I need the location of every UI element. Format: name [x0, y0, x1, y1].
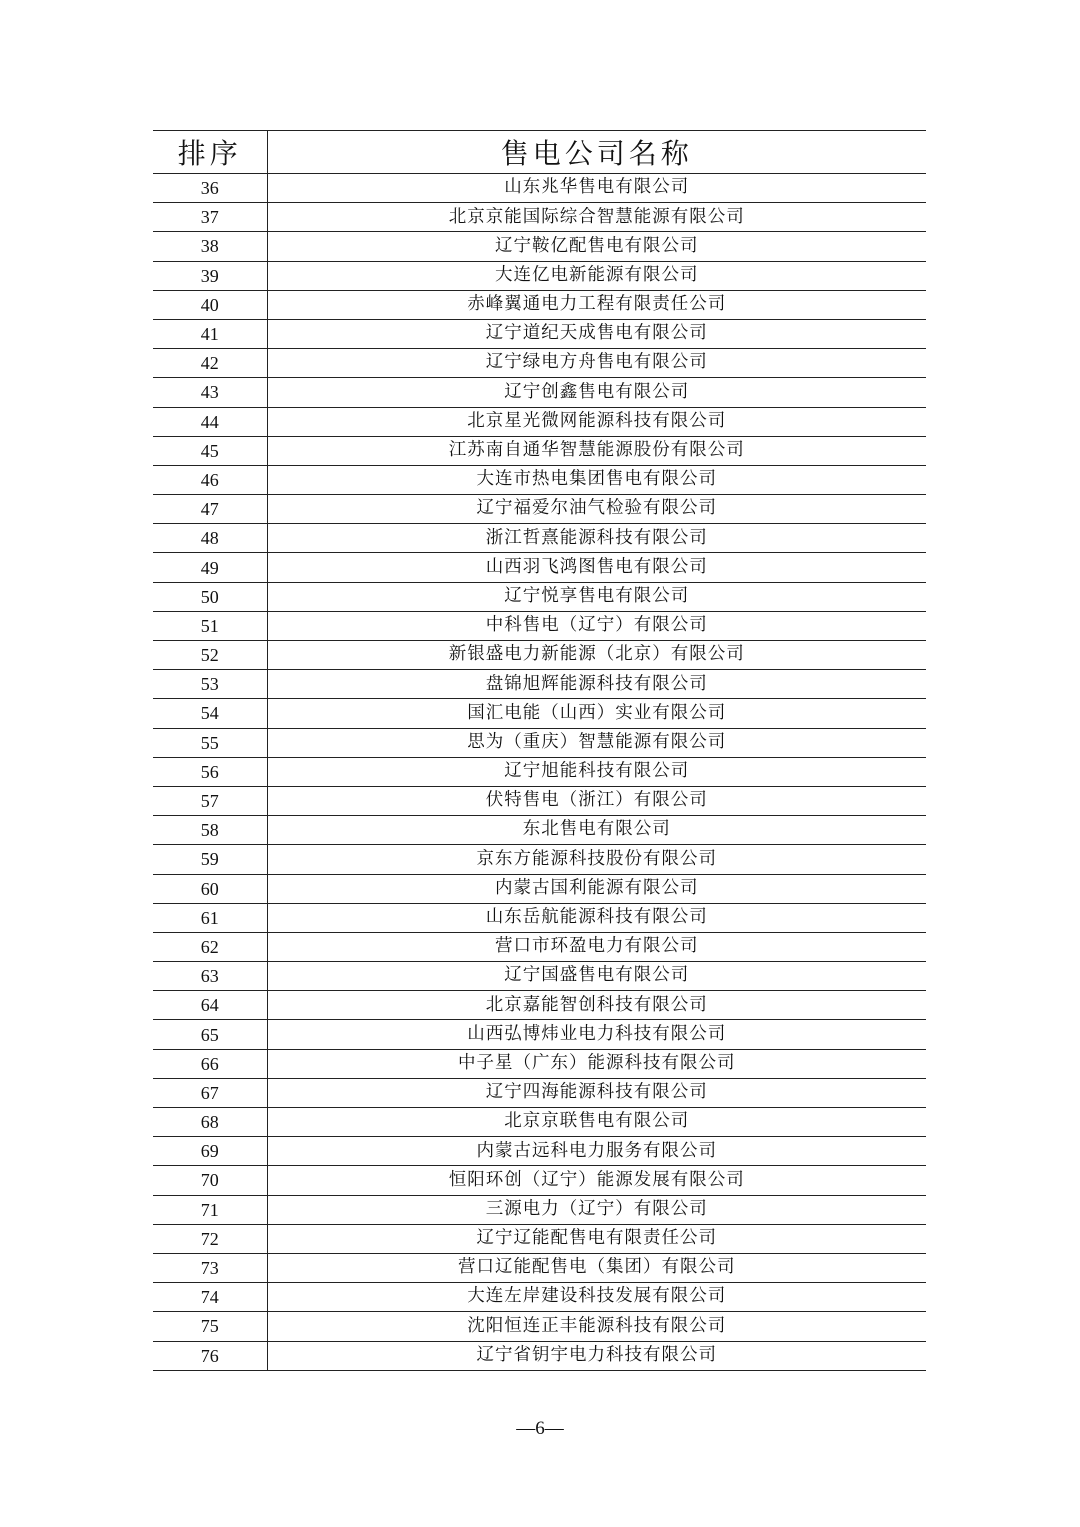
rank-cell: 45 — [153, 436, 267, 465]
table-row — [153, 932, 926, 961]
table-row — [153, 407, 926, 436]
company-name-cell: 营口市环盈电力有限公司 — [267, 932, 926, 961]
rank-cell: 71 — [153, 1195, 267, 1224]
table-row — [153, 319, 926, 348]
company-name-cell: 辽宁绿电方舟售电有限公司 — [267, 349, 926, 378]
rank-cell: 63 — [153, 962, 267, 991]
header-company-name: 售电公司名称 — [267, 131, 926, 174]
table-row — [153, 1341, 926, 1370]
table-row — [153, 1137, 926, 1166]
company-name-cell: 沈阳恒连正丰能源科技有限公司 — [267, 1312, 926, 1341]
rank-cell: 61 — [153, 903, 267, 932]
table-row — [153, 436, 926, 465]
table-row — [153, 582, 926, 611]
table-row — [153, 728, 926, 757]
company-name-cell: 盘锦旭辉能源科技有限公司 — [267, 670, 926, 699]
company-name-cell: 思为（重庆）智慧能源有限公司 — [267, 728, 926, 757]
table-row — [153, 1020, 926, 1049]
table-row — [153, 641, 926, 670]
company-name-cell: 辽宁辽能配售电有限责任公司 — [267, 1224, 926, 1253]
company-name-cell: 营口辽能配售电（集团）有限公司 — [267, 1253, 926, 1282]
company-ranking-table — [153, 130, 926, 1371]
header-row — [153, 131, 926, 174]
table-row — [153, 1049, 926, 1078]
company-name-cell: 伏特售电（浙江）有限公司 — [267, 786, 926, 815]
table-row — [153, 524, 926, 553]
company-name-cell: 三源电力（辽宁）有限公司 — [267, 1195, 926, 1224]
table-row — [153, 378, 926, 407]
company-name-cell: 江苏南自通华智慧能源股份有限公司 — [267, 436, 926, 465]
rank-cell: 41 — [153, 319, 267, 348]
company-name-cell: 辽宁省钥宇电力科技有限公司 — [267, 1341, 926, 1370]
table-row — [153, 1253, 926, 1282]
table-row — [153, 1078, 926, 1107]
rank-cell: 74 — [153, 1283, 267, 1312]
company-name-cell: 辽宁四海能源科技有限公司 — [267, 1078, 926, 1107]
rank-cell: 44 — [153, 407, 267, 436]
rank-cell: 65 — [153, 1020, 267, 1049]
table-row — [153, 261, 926, 290]
rank-cell: 70 — [153, 1166, 267, 1195]
table-row — [153, 495, 926, 524]
table-row — [153, 1283, 926, 1312]
rank-cell: 58 — [153, 816, 267, 845]
rank-cell: 67 — [153, 1078, 267, 1107]
table-row — [153, 349, 926, 378]
rank-cell: 51 — [153, 611, 267, 640]
table-row — [153, 553, 926, 582]
rank-cell: 43 — [153, 378, 267, 407]
company-name-cell: 北京京能国际综合智慧能源有限公司 — [267, 203, 926, 232]
rank-cell: 64 — [153, 991, 267, 1020]
rank-cell: 42 — [153, 349, 267, 378]
table-row — [153, 1195, 926, 1224]
rank-cell: 38 — [153, 232, 267, 261]
table-row — [153, 290, 926, 319]
table-row — [153, 670, 926, 699]
table-row — [153, 757, 926, 786]
rank-cell: 39 — [153, 261, 267, 290]
rank-cell: 46 — [153, 465, 267, 494]
company-name-cell: 北京京联售电有限公司 — [267, 1108, 926, 1137]
company-name-cell: 山东兆华售电有限公司 — [267, 174, 926, 203]
rank-cell: 56 — [153, 757, 267, 786]
company-name-cell: 辽宁鞍亿配售电有限公司 — [267, 232, 926, 261]
rank-cell: 53 — [153, 670, 267, 699]
header-rank: 排序 — [153, 131, 267, 174]
table-row — [153, 232, 926, 261]
rank-cell: 72 — [153, 1224, 267, 1253]
company-name-cell: 山西弘博炜业电力科技有限公司 — [267, 1020, 926, 1049]
table-row — [153, 903, 926, 932]
company-name-cell: 辽宁悦享售电有限公司 — [267, 582, 926, 611]
rank-cell: 62 — [153, 932, 267, 961]
table-row — [153, 991, 926, 1020]
rank-cell: 50 — [153, 582, 267, 611]
table-row — [153, 816, 926, 845]
rank-cell: 47 — [153, 495, 267, 524]
table-row — [153, 962, 926, 991]
rank-cell: 55 — [153, 728, 267, 757]
company-name-cell: 辽宁福爱尔油气检验有限公司 — [267, 495, 926, 524]
rank-cell: 66 — [153, 1049, 267, 1078]
company-name-cell: 京东方能源科技股份有限公司 — [267, 845, 926, 874]
table-row — [153, 1166, 926, 1195]
company-name-cell: 山西羽飞鸿图售电有限公司 — [267, 553, 926, 582]
rank-cell: 68 — [153, 1108, 267, 1137]
table-row — [153, 699, 926, 728]
company-name-cell: 北京嘉能智创科技有限公司 — [267, 991, 926, 1020]
table-row — [153, 1312, 926, 1341]
table-row — [153, 786, 926, 815]
company-ranking-table-container — [153, 130, 926, 1371]
rank-cell: 60 — [153, 874, 267, 903]
table-row — [153, 1224, 926, 1253]
table-row — [153, 203, 926, 232]
rank-cell: 36 — [153, 174, 267, 203]
company-name-cell: 浙江哲熹能源科技有限公司 — [267, 524, 926, 553]
rank-cell: 73 — [153, 1253, 267, 1282]
table-row — [153, 174, 926, 203]
table-row — [153, 845, 926, 874]
company-name-cell: 内蒙古远科电力服务有限公司 — [267, 1137, 926, 1166]
rank-cell: 37 — [153, 203, 267, 232]
page-number: —6— — [516, 1418, 564, 1439]
table-row — [153, 874, 926, 903]
rank-cell: 49 — [153, 553, 267, 582]
company-name-cell: 辽宁旭能科技有限公司 — [267, 757, 926, 786]
company-name-cell: 内蒙古国利能源有限公司 — [267, 874, 926, 903]
rank-cell: 75 — [153, 1312, 267, 1341]
table-row — [153, 611, 926, 640]
table-row — [153, 1108, 926, 1137]
company-name-cell: 北京星光微网能源科技有限公司 — [267, 407, 926, 436]
rank-cell: 48 — [153, 524, 267, 553]
rank-cell: 52 — [153, 641, 267, 670]
company-name-cell: 大连亿电新能源有限公司 — [267, 261, 926, 290]
company-name-cell: 新银盛电力新能源（北京）有限公司 — [267, 641, 926, 670]
company-name-cell: 中子星（广东）能源科技有限公司 — [267, 1049, 926, 1078]
company-name-cell: 山东岳航能源科技有限公司 — [267, 903, 926, 932]
table-header — [153, 131, 926, 174]
company-name-cell: 赤峰翼通电力工程有限责任公司 — [267, 290, 926, 319]
company-name-cell: 大连左岸建设科技发展有限公司 — [267, 1283, 926, 1312]
company-name-cell: 国汇电能（山西）实业有限公司 — [267, 699, 926, 728]
rank-cell: 40 — [153, 290, 267, 319]
company-name-cell: 中科售电（辽宁）有限公司 — [267, 611, 926, 640]
company-name-cell: 大连市热电集团售电有限公司 — [267, 465, 926, 494]
company-name-cell: 辽宁道纪天成售电有限公司 — [267, 319, 926, 348]
company-name-cell: 东北售电有限公司 — [267, 816, 926, 845]
table-row — [153, 465, 926, 494]
company-name-cell: 辽宁创鑫售电有限公司 — [267, 378, 926, 407]
company-name-cell: 辽宁国盛售电有限公司 — [267, 962, 926, 991]
rank-cell: 59 — [153, 845, 267, 874]
rank-cell: 69 — [153, 1137, 267, 1166]
rank-cell: 76 — [153, 1341, 267, 1370]
rank-cell: 57 — [153, 786, 267, 815]
rank-cell: 54 — [153, 699, 267, 728]
table-body — [153, 174, 926, 1371]
company-name-cell: 恒阳环创（辽宁）能源发展有限公司 — [267, 1166, 926, 1195]
